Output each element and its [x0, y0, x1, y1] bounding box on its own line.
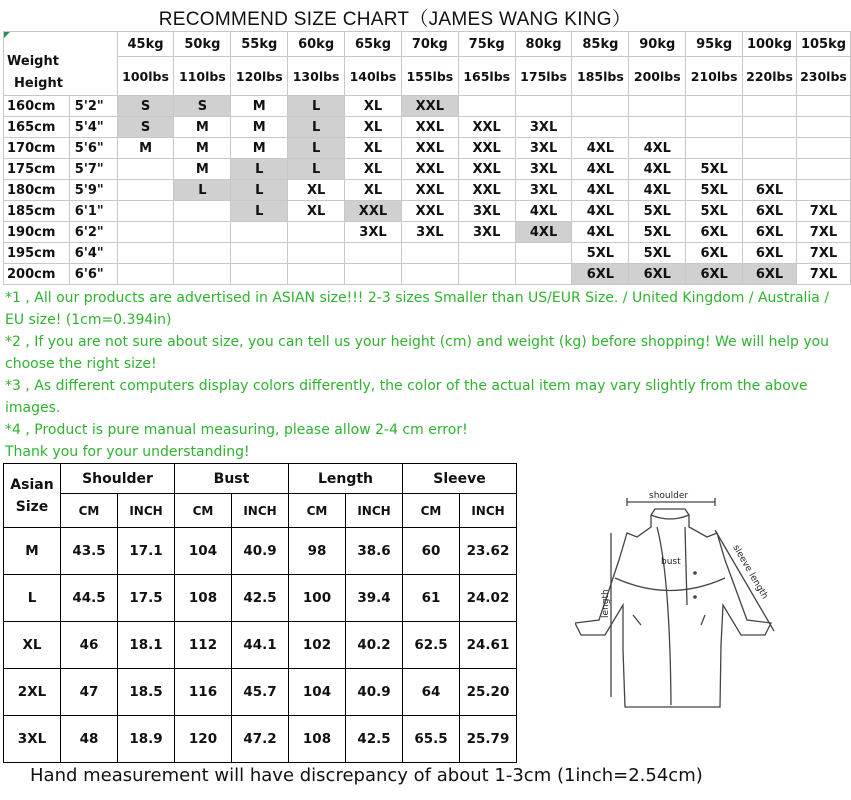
size-cell: 4XL — [629, 159, 686, 180]
size-cell — [174, 201, 231, 222]
size-cell — [231, 264, 288, 285]
size-cell: XXL — [345, 201, 402, 222]
unit-header: CM — [175, 494, 232, 528]
weight-kg-header: 105kg — [796, 32, 850, 57]
size-cell: 4XL — [572, 159, 629, 180]
measurement-value: 18.9 — [118, 716, 175, 763]
coat-diagram — [575, 485, 785, 720]
measurement-value: 42.5 — [346, 716, 403, 763]
size-label: L — [4, 575, 61, 622]
size-row — [4, 222, 851, 243]
weight-lbs-header: 200lbs — [629, 57, 686, 96]
size-cell — [288, 243, 345, 264]
unit-header: CM — [61, 494, 118, 528]
measurement-value: 62.5 — [403, 622, 460, 669]
height-ft: 5'7" — [69, 159, 117, 180]
measurement-value: 24.02 — [460, 575, 517, 622]
unit-header: INCH — [232, 494, 289, 528]
measurement-value: 25.79 — [460, 716, 517, 763]
measurement-value: 108 — [175, 575, 232, 622]
measure-group-header: Shoulder — [61, 464, 175, 494]
measurement-value: 17.1 — [118, 528, 175, 575]
size-cell — [743, 138, 797, 159]
size-cell: 7XL — [796, 264, 850, 285]
size-cell — [629, 96, 686, 117]
measurement-value: 102 — [289, 622, 346, 669]
measurement-value: 61 — [403, 575, 460, 622]
size-cell: M — [174, 138, 231, 159]
size-cell: M — [174, 159, 231, 180]
size-cell — [288, 222, 345, 243]
size-cell: XXL — [401, 138, 458, 159]
measurement-value: 18.5 — [118, 669, 175, 716]
notes — [5, 287, 847, 463]
height-ft: 5'6" — [69, 138, 117, 159]
size-cell — [796, 138, 850, 159]
size-cell: L — [231, 159, 288, 180]
height-ft: 5'4" — [69, 117, 117, 138]
weight-height-corner — [4, 32, 118, 96]
note-1: *1 , All our products are advertised in ASIAN size!!! 2-3 sizes Smaller than US/EUR Size. / United Kingdom / Australia / EU size! (1cm=0.394in) — [5, 290, 830, 328]
footer-note: Hand measurement will have discrepancy of about 1-3cm (1inch=2.54cm) — [30, 765, 703, 786]
weight-kg-header: 90kg — [629, 32, 686, 57]
size-cell: XXL — [458, 117, 515, 138]
size-cell: 4XL — [572, 222, 629, 243]
sleeve-measure-line — [715, 530, 774, 631]
size-cell: 7XL — [796, 222, 850, 243]
size-cell — [345, 264, 402, 285]
size-cell: XL — [345, 138, 402, 159]
size-row — [4, 243, 851, 264]
size-cell: 6XL — [743, 222, 797, 243]
size-cell — [515, 243, 572, 264]
size-cell — [117, 264, 174, 285]
size-cell — [686, 117, 743, 138]
weight-lbs-header: 100lbs — [117, 57, 174, 96]
measurement-value: 24.61 — [460, 622, 517, 669]
measurement-value: 23.62 — [460, 528, 517, 575]
size-row — [4, 264, 851, 285]
size-cell — [515, 96, 572, 117]
size-cell: 5XL — [572, 243, 629, 264]
measurement-value: 43.5 — [61, 528, 118, 575]
size-cell: 6XL — [686, 243, 743, 264]
size-cell: 4XL — [572, 138, 629, 159]
size-cell: 3XL — [401, 222, 458, 243]
weight-lbs-header: 140lbs — [345, 57, 402, 96]
weight-lbs-header: 110lbs — [174, 57, 231, 96]
size-label: XL — [4, 622, 61, 669]
size-cell — [288, 264, 345, 285]
measurement-value: 44.5 — [61, 575, 118, 622]
bust-label: bust — [661, 557, 681, 567]
size-cell — [686, 96, 743, 117]
size-label: 3XL — [4, 716, 61, 763]
measurement-value: 45.7 — [232, 669, 289, 716]
measurement-value: 112 — [175, 622, 232, 669]
size-cell: 3XL — [345, 222, 402, 243]
measurement-row — [4, 528, 517, 575]
sleeve-label: sleeve length — [730, 543, 770, 602]
unit-header: INCH — [346, 494, 403, 528]
size-cell — [345, 243, 402, 264]
measurement-value: 98 — [289, 528, 346, 575]
size-cell: XXL — [401, 159, 458, 180]
note-3: *3 , As different computers display colors differently, the color of the actual item may vary slightly from the above images. — [5, 378, 808, 416]
measurement-row — [4, 669, 517, 716]
size-cell: XXL — [401, 180, 458, 201]
size-cell — [117, 222, 174, 243]
size-cell — [401, 264, 458, 285]
height-ft: 6'1" — [69, 201, 117, 222]
size-cell — [796, 180, 850, 201]
size-cell: S — [117, 117, 174, 138]
measurement-value: 40.9 — [346, 669, 403, 716]
measurement-value: 47.2 — [232, 716, 289, 763]
measurement-value: 108 — [289, 716, 346, 763]
size-cell — [686, 138, 743, 159]
size-cell — [231, 222, 288, 243]
size-cell: 6XL — [629, 264, 686, 285]
weight-lbs-header: 185lbs — [572, 57, 629, 96]
length-label: length — [601, 589, 611, 618]
weight-kg-header: 95kg — [686, 32, 743, 57]
unit-header: CM — [289, 494, 346, 528]
size-cell: 3XL — [515, 180, 572, 201]
measurement-value: 42.5 — [232, 575, 289, 622]
size-cell — [117, 243, 174, 264]
measurement-value: 25.20 — [460, 669, 517, 716]
measure-group-row — [4, 464, 517, 494]
size-cell: M — [174, 117, 231, 138]
recommend-size-table — [3, 31, 851, 285]
weight-kg-header: 60kg — [288, 32, 345, 57]
asian-size-label-1: Asian — [10, 476, 54, 493]
size-cell: XXL — [401, 96, 458, 117]
measurement-value: 48 — [61, 716, 118, 763]
size-cell: S — [174, 96, 231, 117]
size-row — [4, 117, 851, 138]
measurement-value: 65.5 — [403, 716, 460, 763]
size-cell: XXL — [401, 201, 458, 222]
measurement-value: 38.6 — [346, 528, 403, 575]
size-cell — [572, 96, 629, 117]
size-cell: XL — [345, 117, 402, 138]
size-row — [4, 201, 851, 222]
height-ft: 5'2" — [69, 96, 117, 117]
size-cell — [458, 243, 515, 264]
measurement-value: 60 — [403, 528, 460, 575]
height-ft: 6'2" — [69, 222, 117, 243]
size-cell: 4XL — [515, 201, 572, 222]
size-cell: XXL — [458, 138, 515, 159]
size-cell: 6XL — [743, 264, 797, 285]
measure-group-header: Bust — [175, 464, 289, 494]
size-cell: XXL — [401, 117, 458, 138]
size-cell: 4XL — [572, 180, 629, 201]
height-label: Height — [14, 76, 63, 91]
size-cell: 7XL — [796, 201, 850, 222]
size-cell: 6XL — [743, 180, 797, 201]
size-cell: 7XL — [796, 243, 850, 264]
size-cell: L — [288, 96, 345, 117]
measurement-value: 17.5 — [118, 575, 175, 622]
measurement-value: 120 — [175, 716, 232, 763]
size-cell: 3XL — [515, 159, 572, 180]
size-cell: 3XL — [515, 117, 572, 138]
weight-lbs-header: 210lbs — [686, 57, 743, 96]
weight-kg-header: 85kg — [572, 32, 629, 57]
size-cell: XL — [345, 180, 402, 201]
measurement-row — [4, 716, 517, 763]
weight-kg-header: 65kg — [345, 32, 402, 57]
height-cm: 170cm — [4, 138, 70, 159]
height-cm: 195cm — [4, 243, 70, 264]
size-cell: 6XL — [743, 201, 797, 222]
measurement-value: 40.2 — [346, 622, 403, 669]
weight-lbs-header: 175lbs — [515, 57, 572, 96]
size-cell: XXL — [458, 180, 515, 201]
weight-kg-header: 80kg — [515, 32, 572, 57]
size-cell: 6XL — [743, 243, 797, 264]
note-thanks: Thank you for your understanding! — [5, 444, 250, 460]
size-cell: L — [231, 180, 288, 201]
measurement-value: 104 — [175, 528, 232, 575]
size-cell: 6XL — [686, 264, 743, 285]
note-2: *2 , If you are not sure about size, you can tell us your height (cm) and weight (kg) before shopping! We will help you choose the right size! — [5, 334, 830, 372]
size-cell: XL — [345, 159, 402, 180]
size-cell — [174, 243, 231, 264]
size-cell: 4XL — [629, 138, 686, 159]
size-cell: L — [288, 138, 345, 159]
size-cell — [572, 117, 629, 138]
size-label: 2XL — [4, 669, 61, 716]
size-cell — [796, 96, 850, 117]
size-cell: 5XL — [629, 222, 686, 243]
unit-header: CM — [403, 494, 460, 528]
height-ft: 5'9" — [69, 180, 117, 201]
measurement-value: 40.9 — [232, 528, 289, 575]
weight-kg-header: 100kg — [743, 32, 797, 57]
weight-lbs-row — [4, 57, 851, 96]
size-cell — [743, 117, 797, 138]
size-row — [4, 138, 851, 159]
measurement-value: 46 — [61, 622, 118, 669]
weight-kg-header: 55kg — [231, 32, 288, 57]
height-cm: 175cm — [4, 159, 70, 180]
measurement-value: 64 — [403, 669, 460, 716]
height-cm: 160cm — [4, 96, 70, 117]
size-cell — [515, 264, 572, 285]
size-cell: XL — [288, 201, 345, 222]
weight-lbs-header: 220lbs — [743, 57, 797, 96]
height-cm: 180cm — [4, 180, 70, 201]
size-cell: M — [231, 138, 288, 159]
size-cell — [743, 159, 797, 180]
unit-header: INCH — [460, 494, 517, 528]
weight-label: Weight — [7, 54, 59, 69]
size-cell — [458, 96, 515, 117]
weight-lbs-header: 155lbs — [401, 57, 458, 96]
measure-group-header: Length — [289, 464, 403, 494]
size-cell: 5XL — [686, 201, 743, 222]
weight-lbs-header: 165lbs — [458, 57, 515, 96]
height-cm: 190cm — [4, 222, 70, 243]
size-row — [4, 180, 851, 201]
size-cell — [458, 264, 515, 285]
size-cell: 6XL — [686, 222, 743, 243]
weight-kg-header: 50kg — [174, 32, 231, 57]
size-cell: 3XL — [458, 222, 515, 243]
size-cell: L — [231, 201, 288, 222]
size-cell: 5XL — [686, 159, 743, 180]
size-row — [4, 96, 851, 117]
measurement-value: 100 — [289, 575, 346, 622]
size-cell — [174, 222, 231, 243]
unit-header: INCH — [118, 494, 175, 528]
shoulder-label: shoulder — [649, 491, 689, 501]
size-cell — [796, 159, 850, 180]
size-cell — [117, 159, 174, 180]
asian-size-label-2: Size — [15, 498, 49, 515]
weight-lbs-header: 230lbs — [796, 57, 850, 96]
weight-kg-header: 45kg — [117, 32, 174, 57]
weight-kg-row — [4, 32, 851, 57]
height-ft: 6'4" — [69, 243, 117, 264]
size-cell: 4XL — [572, 201, 629, 222]
weight-lbs-header: 130lbs — [288, 57, 345, 96]
height-cm: 200cm — [4, 264, 70, 285]
size-cell: M — [117, 138, 174, 159]
size-cell — [796, 117, 850, 138]
measurement-value: 116 — [175, 669, 232, 716]
note-4: *4 , Product is pure manual measuring, please allow 2-4 cm error! — [5, 422, 468, 438]
size-cell: 5XL — [629, 243, 686, 264]
chart-title: RECOMMEND SIZE CHART（JAMES WANG KING） — [158, 9, 632, 30]
size-cell: 3XL — [515, 138, 572, 159]
size-cell — [401, 243, 458, 264]
size-cell: M — [231, 117, 288, 138]
size-cell — [117, 180, 174, 201]
size-cell: M — [231, 96, 288, 117]
size-cell: 4XL — [629, 180, 686, 201]
measurement-value: 47 — [61, 669, 118, 716]
size-cell — [743, 96, 797, 117]
weight-lbs-header: 120lbs — [231, 57, 288, 96]
size-cell — [174, 264, 231, 285]
measurement-row — [4, 575, 517, 622]
measurement-value: 39.4 — [346, 575, 403, 622]
size-cell: 5XL — [629, 201, 686, 222]
weight-kg-header: 70kg — [401, 32, 458, 57]
size-cell: 5XL — [686, 180, 743, 201]
size-cell: XXL — [458, 159, 515, 180]
size-cell: 3XL — [458, 201, 515, 222]
height-cm: 165cm — [4, 117, 70, 138]
size-cell: L — [174, 180, 231, 201]
size-cell — [117, 201, 174, 222]
measurement-table — [3, 463, 517, 763]
asian-size-header — [4, 464, 61, 528]
measurement-value: 18.1 — [118, 622, 175, 669]
size-cell: S — [117, 96, 174, 117]
size-cell: L — [288, 159, 345, 180]
size-cell — [231, 243, 288, 264]
size-cell: XL — [345, 96, 402, 117]
measurement-row — [4, 622, 517, 669]
measure-group-header: Sleeve — [403, 464, 517, 494]
size-row — [4, 159, 851, 180]
height-cm: 185cm — [4, 201, 70, 222]
size-cell: 4XL — [515, 222, 572, 243]
unit-row — [4, 494, 517, 528]
measurement-value: 104 — [289, 669, 346, 716]
size-cell: L — [288, 117, 345, 138]
size-cell — [629, 117, 686, 138]
weight-kg-header: 75kg — [458, 32, 515, 57]
size-cell: 6XL — [572, 264, 629, 285]
corner-marker — [4, 32, 10, 38]
height-ft: 6'6" — [69, 264, 117, 285]
measurement-value: 44.1 — [232, 622, 289, 669]
size-cell: XL — [288, 180, 345, 201]
size-label: M — [4, 528, 61, 575]
